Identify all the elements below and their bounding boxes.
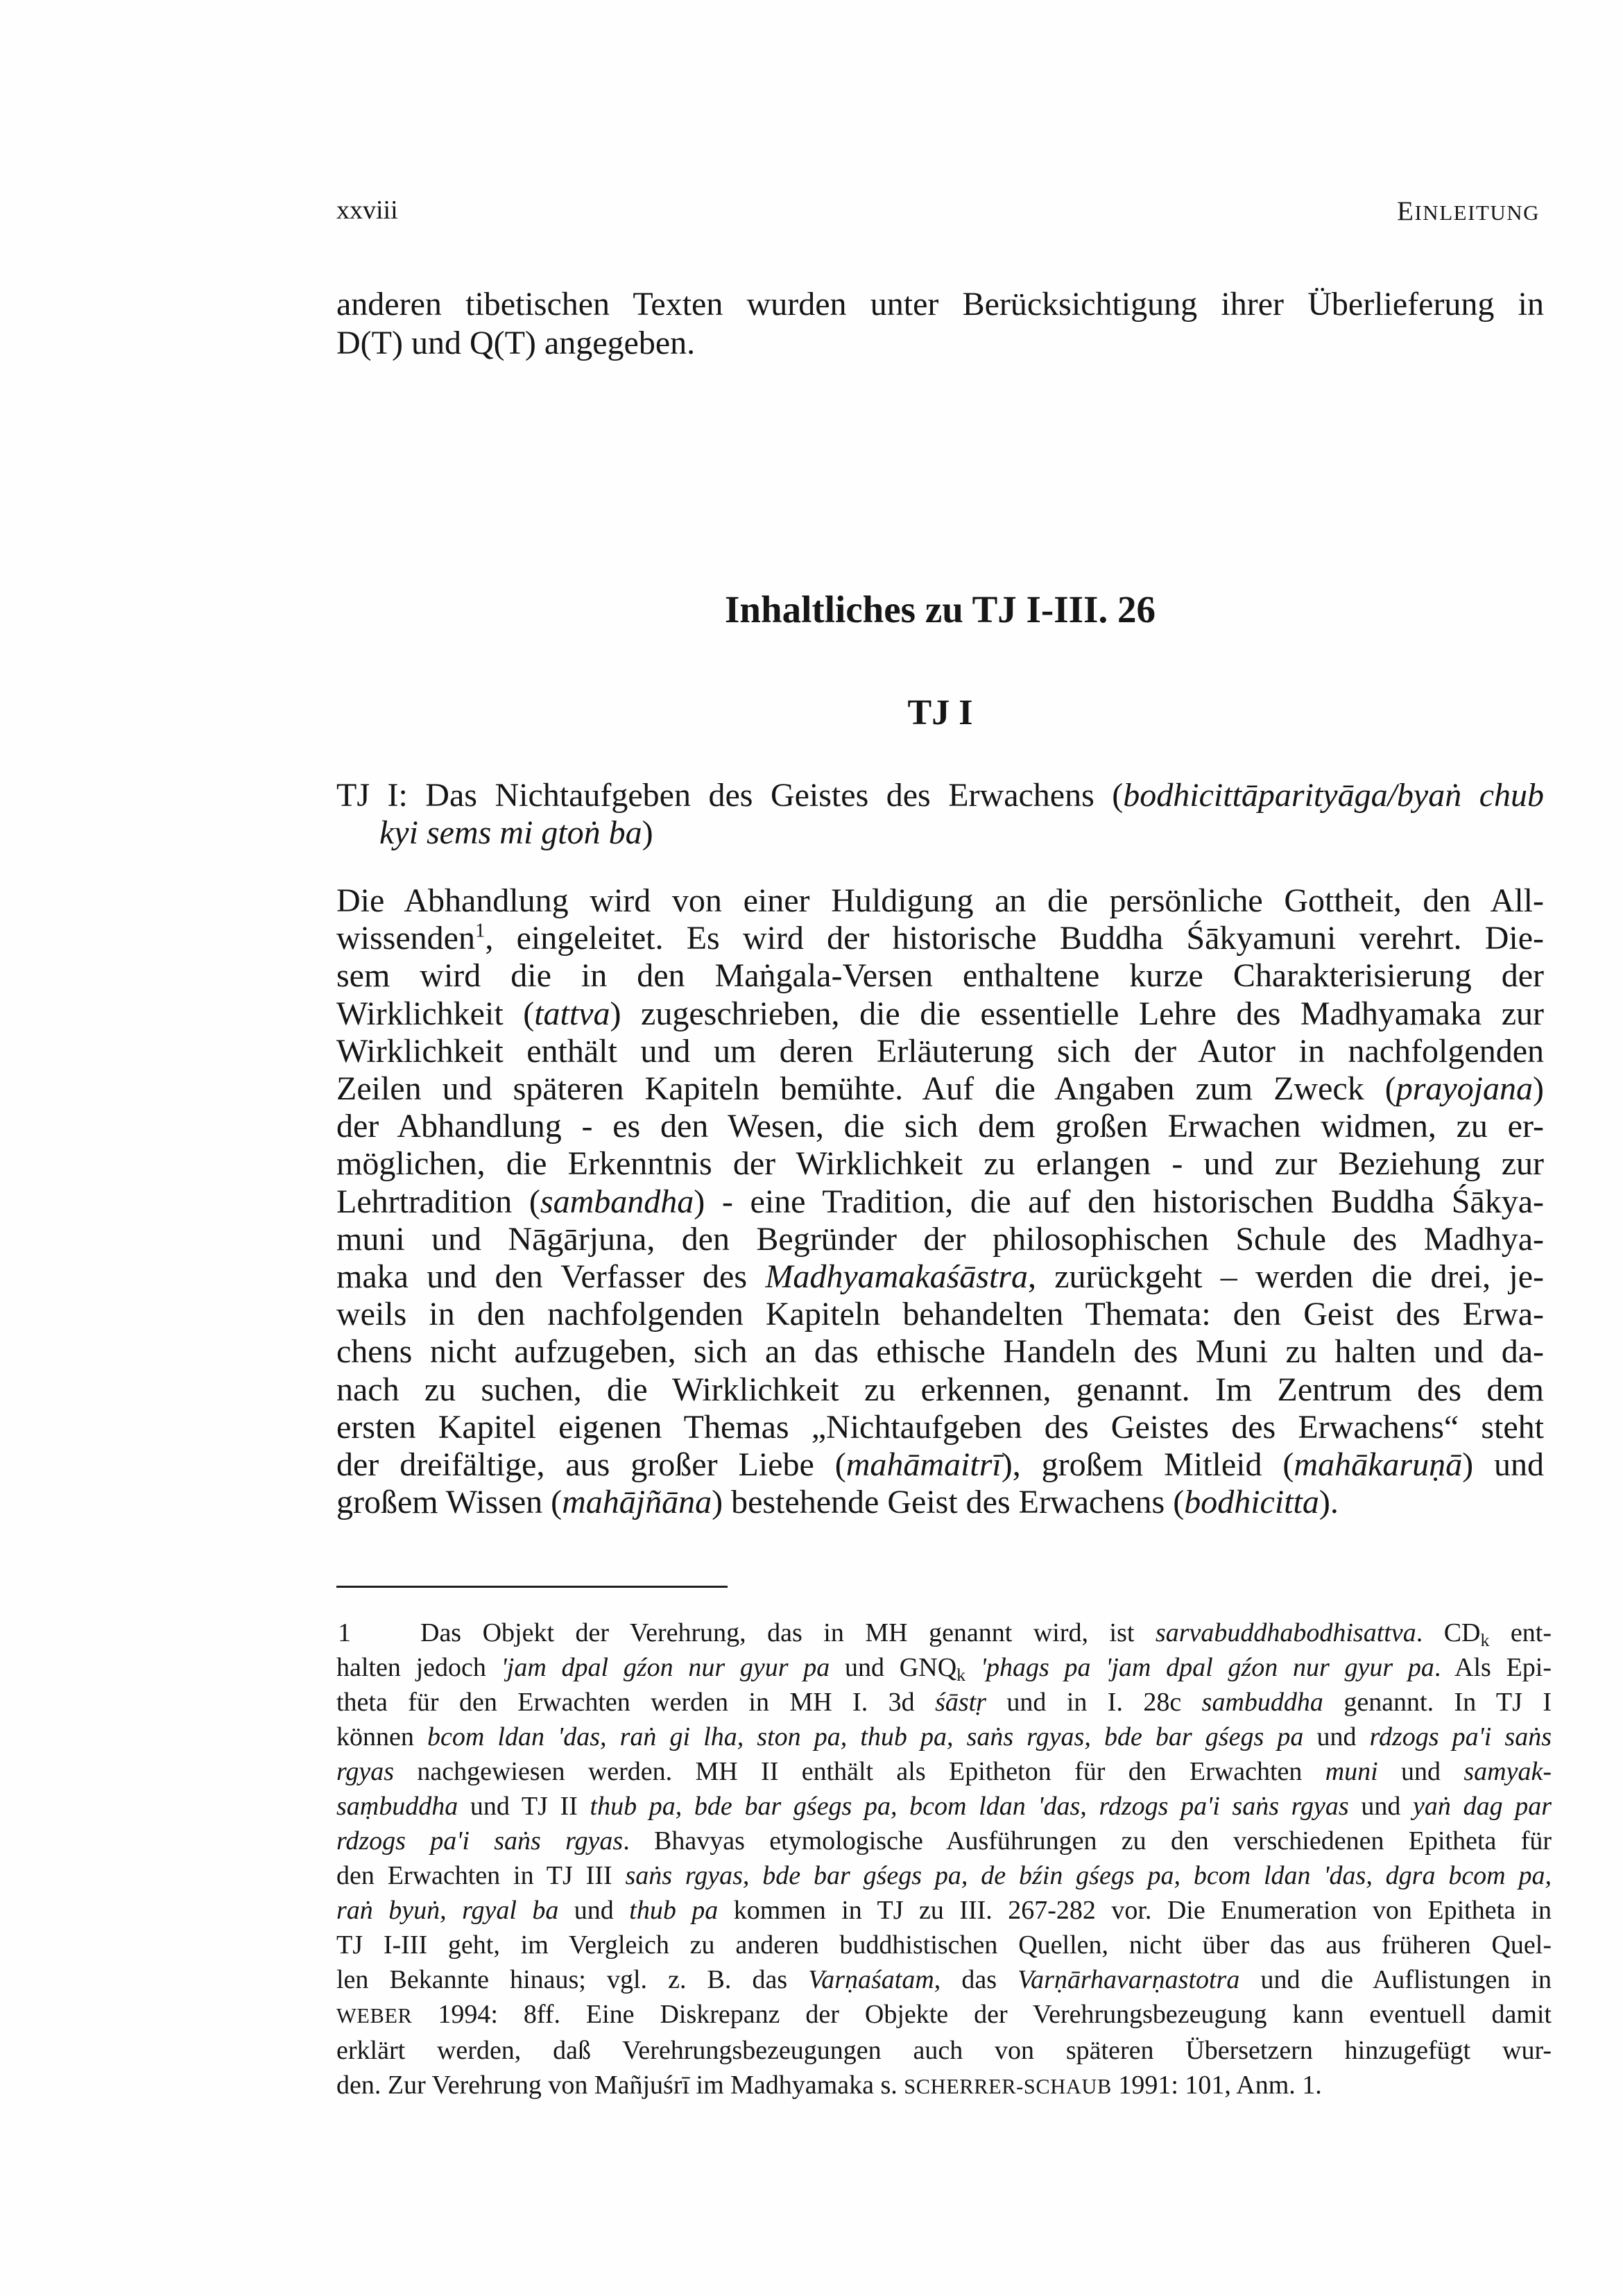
text-run: weils in den nachfolgenden Kapiteln behandelten Themata: den Geist des Erwa- (336, 1296, 1544, 1333)
text-run: und (558, 1896, 630, 1925)
text-run: , zurückgeht – werden die drei, je- (1027, 1258, 1545, 1296)
text-line (336, 1446, 1544, 1484)
line-text (336, 1896, 1552, 1925)
subscript-index: k (1480, 1630, 1490, 1651)
subsection-title: TJ I (907, 693, 973, 733)
text-run: der Abhandlung - es den Wesen, die sich dem großen Erwachen widmen, zu er- (336, 1108, 1544, 1145)
text-run: erklärt werden, daß Verehrungsbezeugungen auch von späteren Übersetzern hinzugefügt wur- (336, 2036, 1552, 2065)
text-run: . CD (1416, 1618, 1481, 1647)
italic-term: Varṇaśatam (808, 1965, 934, 1994)
line-text (336, 2071, 1322, 2100)
text-line (336, 1754, 1552, 1789)
text-run: TJ I: Das Nichtaufgeben des Geistes des Erwachens ( (336, 777, 1124, 814)
text-run: 1991: 101, Anm. 1. (1111, 2071, 1322, 2100)
text-run: großem Wissen ( (336, 1484, 563, 1521)
text-run: muni und Nāgārjuna, den Begründer der philosophischen Schule des Madhya- (336, 1220, 1544, 1258)
text-run: . Als Epi- (1434, 1653, 1552, 1682)
text-run: chens nicht aufzugeben, sich an das ethische Handeln des Muni zu halten und da- (336, 1333, 1544, 1371)
text-run: und die Auflistungen in (1239, 1965, 1552, 1994)
line-text (336, 882, 1544, 919)
text-line (336, 1296, 1544, 1333)
text-run: ), großem Mitleid ( (1001, 1446, 1294, 1484)
line-text (336, 1221, 1544, 1258)
text-run: theta für den Erwachten werden in MH I. 3d (336, 1688, 936, 1717)
text-line (336, 1650, 1552, 1685)
text-run: Wirklichkeit enthält und um deren Erläuterung sich der Autor in nachfolgenden (336, 1032, 1544, 1070)
text-line (336, 814, 1544, 852)
line-text (336, 1484, 1339, 1520)
main-paragraph (336, 882, 1544, 1521)
line-text (379, 814, 653, 851)
text-run: 1994: 8ff. Eine Diskrepanz der Objekte der Verehrungsbezeugung kann eventuell damit (412, 2000, 1552, 2029)
italic-term: samyak- (1463, 1757, 1552, 1786)
text-line (336, 1789, 1552, 1824)
text-run: Lehrtradition ( (336, 1183, 540, 1220)
line-text (336, 2000, 1552, 2029)
text-run: len Bekannte hinaus; vgl. z. B. das (336, 1965, 809, 1994)
text-line (336, 995, 1544, 1033)
line-text (336, 1333, 1544, 1370)
text-line (336, 1108, 1544, 1145)
line-text (336, 1070, 1544, 1107)
text-run: ). (1319, 1484, 1339, 1521)
line-text (336, 1296, 1544, 1333)
text-run: Das Objekt der Verehrung, das in MH genannt wird, ist (420, 1618, 1156, 1647)
text-line (336, 1333, 1544, 1371)
text-run: Zeilen und späteren Kapiteln bemühte. Auf die Angaben zum Zweck ( (336, 1070, 1396, 1108)
italic-term: muni (1325, 1757, 1378, 1786)
text-run: und (1348, 1792, 1414, 1821)
text-run: TJ I-III geht, im Vergleich zu anderen buddhistischen Quellen, nicht über das aus früheren Quel- (336, 1930, 1552, 1960)
text-line (336, 1033, 1544, 1070)
line-text (336, 1722, 1552, 1751)
line-text (336, 920, 1544, 957)
text-line (336, 1928, 1552, 1962)
italic-term: 'phags pa 'jam dpal gźon nur gyur pa (980, 1653, 1434, 1682)
text-run: und GNQ (830, 1653, 957, 1682)
line-text (336, 1033, 1544, 1070)
text-run: den. Zur Verehrung von Mañjuśrī im Madhyamaka s. (336, 2071, 904, 2100)
text-run: ) (642, 814, 653, 851)
italic-term: Varṇārhavarṇastotra (1017, 1965, 1240, 1994)
italic-term: Madhyamakaśāstra (765, 1258, 1028, 1296)
line-text (336, 1258, 1544, 1295)
footnote-separator (336, 1586, 728, 1588)
section-title: Inhaltliches zu TJ I-III. 26 (725, 588, 1156, 631)
text-run: nachgewiesen werden. MH II enthält als Epitheton für den Erwachten (394, 1757, 1325, 1786)
line-text (420, 1618, 1552, 1651)
italic-term: thub pa (629, 1896, 719, 1925)
text-line (336, 1616, 1552, 1650)
italic-term: bodhicittāparityāga/byaṅ chub (1123, 777, 1545, 814)
italic-term: mahājñāna (562, 1484, 712, 1521)
author-name: SCHERRER-SCHAUB (904, 2075, 1112, 2098)
line-text (336, 1653, 1552, 1686)
text-line (336, 1824, 1552, 1858)
text-line (336, 1858, 1552, 1893)
line-text (336, 1861, 1552, 1890)
text-line (336, 2033, 1552, 2068)
text-run: ent- (1489, 1618, 1552, 1647)
text-line (336, 777, 1544, 814)
text-run (965, 1653, 981, 1682)
line-text (336, 286, 1544, 323)
text-line (336, 1371, 1544, 1409)
text-run: möglichen, die Erkenntnis der Wirklichkeit zu erlangen - und zur Beziehung zur (336, 1145, 1544, 1183)
line-text (336, 1688, 1552, 1717)
text-run: D(T) und Q(T) angegeben. (336, 325, 696, 361)
text-line (336, 1997, 1552, 2033)
text-run: , das (934, 1965, 1018, 1994)
italic-term: mahākaruṇā (1294, 1446, 1463, 1484)
italic-term: rdzogs pa'i saṅs rgyas (336, 1826, 624, 1856)
chapter-heading (336, 777, 1544, 852)
line-text (336, 1792, 1552, 1821)
line-text (336, 1826, 1552, 1856)
text-line (336, 1258, 1544, 1296)
line-text (336, 1183, 1544, 1220)
line-text (336, 777, 1544, 814)
text-run: und TJ II (458, 1792, 590, 1821)
text-line (336, 1484, 1544, 1521)
italic-term: tattva (534, 995, 610, 1032)
text-line (336, 1221, 1544, 1258)
line-text (336, 1108, 1544, 1145)
italic-term: sarvabuddhabodhisattva (1155, 1618, 1416, 1647)
text-run: und (1303, 1722, 1370, 1751)
text-run: . Bhavyas etymologische Ausführungen zu den verschiedenen Epitheta für (623, 1826, 1552, 1856)
italic-term: 'jam dpal gźon nur gyur pa (501, 1653, 830, 1682)
text-run: ) bestehende Geist des Erwachens ( (712, 1484, 1185, 1521)
footnote-marker: 1 (338, 1618, 351, 1647)
italic-term: kyi sems mi gtoṅ ba (379, 814, 642, 851)
footnote (336, 1616, 1552, 2104)
text-run: Wirklichkeit ( (336, 995, 535, 1032)
text-run: , eingeleitet. Es wird der historische Buddha Śākyamuni verehrt. Die- (485, 920, 1544, 957)
footnote-reference: 1 (474, 919, 486, 942)
italic-term: rdzogs pa'i saṅs (1369, 1722, 1552, 1751)
subscript-index: k (956, 1665, 966, 1686)
text-line (336, 1685, 1552, 1720)
line-text (336, 1371, 1544, 1408)
italic-term: sambandha (540, 1183, 694, 1220)
text-run: ) (1533, 1070, 1544, 1108)
footnote-text (336, 1616, 1552, 2104)
text-run: wissenden (336, 920, 475, 957)
line-text (336, 1145, 1544, 1182)
text-run: ersten Kapitel eigenen Themas „Nichtaufgeben des Geistes des Erwachens“ steht (336, 1408, 1544, 1446)
text-line (336, 2068, 1552, 2104)
italic-term: bcom ldan 'das, raṅ gi lha, ston pa, thub pa, saṅs rgyas, bde bar gśegs pa (427, 1722, 1304, 1751)
line-text (336, 957, 1544, 994)
line-text (336, 1965, 1552, 1994)
italic-term: mahāmaitrī (845, 1446, 1002, 1484)
line-text (336, 325, 695, 361)
text-run: sem wird die in den Maṅgala-Versen enthaltene kurze Charakterisierung der (336, 957, 1544, 995)
text-line (336, 1720, 1552, 1754)
text-run: und in I. 28c (986, 1688, 1202, 1717)
text-run: kommen in TJ zu III. 267-282 vor. Die Enumeration von Epitheta in (718, 1896, 1552, 1925)
text-run: Die Abhandlung wird von einer Huldigung an die persönliche Gottheit, den All- (336, 882, 1544, 919)
line-text (336, 1409, 1544, 1446)
text-run: der dreifältige, aus großer Liebe ( (336, 1446, 846, 1484)
italic-term: prayojana (1396, 1070, 1534, 1108)
italic-term: sambuddha (1201, 1688, 1323, 1717)
text-run: nach zu suchen, die Wirklichkeit zu erkennen, genannt. Im Zentrum des dem (336, 1371, 1544, 1408)
text-line (336, 957, 1544, 995)
text-line (336, 1409, 1544, 1446)
line-text (336, 2036, 1552, 2065)
line-text (336, 1757, 1552, 1786)
text-run: genannt. In TJ I (1323, 1688, 1552, 1717)
italic-term: saṃbuddha (336, 1792, 458, 1821)
text-run: ) - eine Tradition, die auf den historischen Buddha Śākya- (694, 1183, 1544, 1220)
italic-term: śāstṛ (935, 1688, 986, 1717)
running-title: EINLEITUNG (1397, 196, 1540, 226)
author-name: WEBER (336, 2004, 413, 2028)
text-run: und (1377, 1757, 1464, 1786)
italic-term: thub pa, bde bar gśegs pa, bcom ldan 'das, rdzogs pa'i saṅs rgyas (590, 1792, 1349, 1821)
text-run: den Erwachten in TJ III (336, 1861, 626, 1890)
text-run: können (336, 1722, 427, 1751)
intro-paragraph (336, 285, 1544, 363)
line-text (336, 1930, 1552, 1960)
text-line (336, 882, 1544, 920)
text-line (336, 285, 1544, 324)
italic-term: bodhicitta (1184, 1484, 1319, 1521)
italic-term: rgyas (336, 1757, 395, 1786)
text-line (336, 1962, 1552, 1997)
italic-term: saṅs rgyas, bde bar gśegs pa, de bźin gśegs pa, bcom ldan 'das, dgra bcom pa, (625, 1861, 1552, 1890)
text-line (336, 920, 1544, 957)
text-run: anderen tibetischen Texten wurden unter Berücksichtigung ihrer Überlieferung in (336, 286, 1544, 323)
line-text (336, 1446, 1544, 1483)
text-run: maka und den Verfasser des (336, 1258, 766, 1296)
italic-term: yaṅ dag par (1413, 1792, 1552, 1821)
text-run: halten jedoch (336, 1653, 501, 1682)
text-line (336, 324, 1544, 363)
text-run: ) zugeschrieben, die die essentielle Lehre des Madhyamaka zur (610, 995, 1544, 1032)
text-line (336, 1145, 1544, 1183)
line-text (336, 995, 1544, 1032)
text-line (336, 1183, 1544, 1221)
text-run: ) und (1462, 1446, 1544, 1484)
text-line (336, 1070, 1544, 1108)
text-line (336, 1893, 1552, 1928)
italic-term: raṅ byuṅ, rgyal ba (336, 1896, 559, 1925)
page-number: xxviii (336, 196, 398, 225)
